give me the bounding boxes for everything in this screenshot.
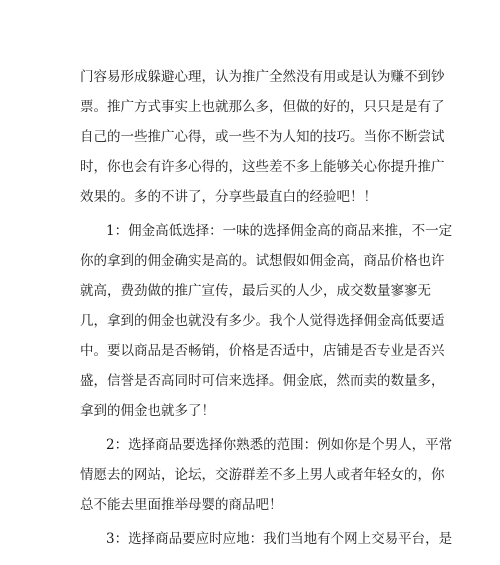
text-line: 就高，费劲做的推广宣传，最后买的人少，成交数量寥寥无 bbox=[80, 283, 431, 299]
paragraph-3-start: 3：选择商品要应时应地：我们当地有个网上交易平台，是 bbox=[106, 531, 453, 547]
text-line: 总不能去里面推举母婴的商品吧！ bbox=[80, 497, 283, 513]
text-line: 拿到的佣金也就多了！ bbox=[80, 403, 215, 419]
text-line: 情愿去的网站，论坛，交游群差不多上男人或者年轻女的，你 bbox=[80, 467, 445, 483]
text-line: 你的拿到的佣金确实是高的。试想假如佣金高，商品价格也许 bbox=[80, 253, 445, 269]
text-line: 时，你也会有许多心得的，这些差不多上能够关心你提升推广 bbox=[80, 159, 445, 175]
text-line: 自己的一些推广心得，或一些不为人知的技巧。当你不断尝试 bbox=[80, 129, 445, 145]
text-line: 几，拿到的佣金也就没有多少。我个人觉得选择佣金高低要适 bbox=[80, 313, 445, 329]
text-line: 效果的。多的不讲了，分享些最直白的经验吧！！ bbox=[80, 189, 377, 205]
paragraph-2-start: 2：选择商品要选择你熟悉的范围：例如你是个男人，平常 bbox=[106, 437, 453, 453]
text-line: 中。要以商品是否畅销，价格是否适中，店铺是否专业是否兴 bbox=[80, 343, 445, 359]
paragraph-1-start: 1：佣金高低选择：一味的选择佣金高的商品来推，不一定 bbox=[106, 223, 453, 239]
text-line: 票。推广方式事实上也就那么多，但做的好的，只只是是有了 bbox=[80, 99, 445, 115]
text-line: 门容易形成躲避心理，认为推广全然没有用或是认为赚不到钞 bbox=[80, 69, 445, 85]
text-line: 盛，信誉是否高同时可信来选择。佣金底，然而卖的数量多， bbox=[80, 373, 445, 389]
